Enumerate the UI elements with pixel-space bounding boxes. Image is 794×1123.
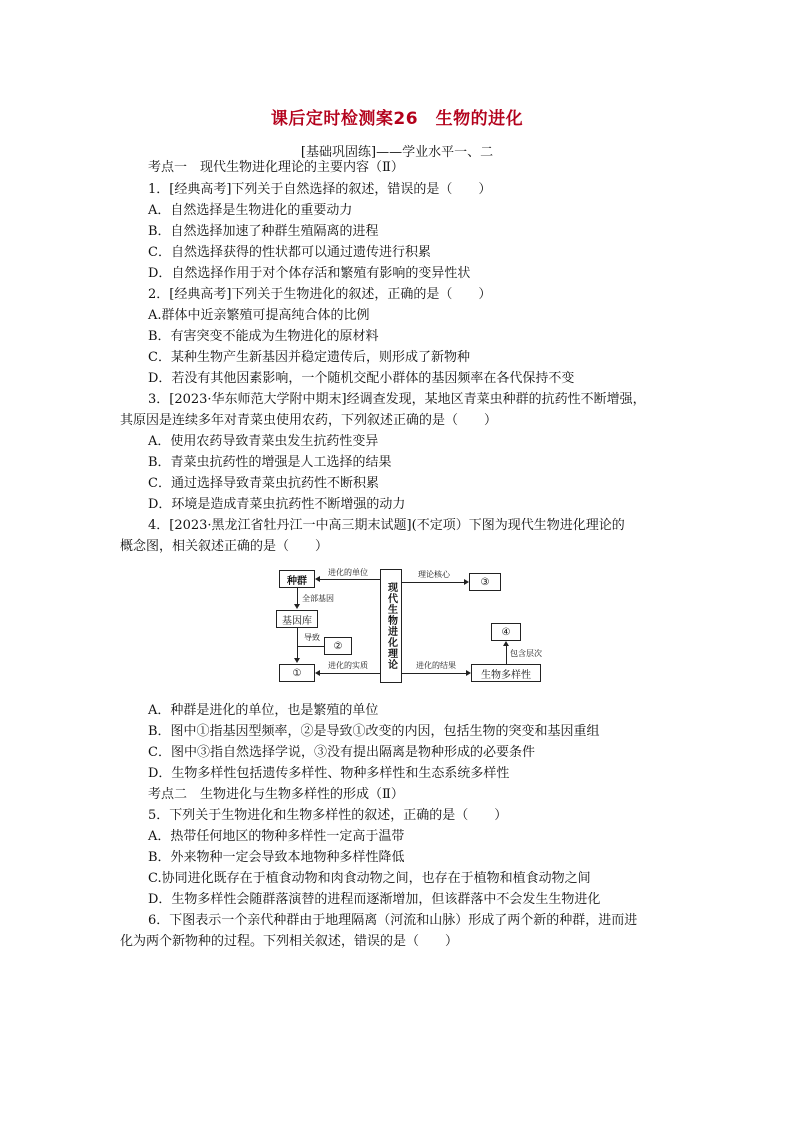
question-4-stem-line2: 概念图，相关叙述正确的是（ ） xyxy=(120,539,329,554)
label-evolution-essence: 进化的实质 xyxy=(328,661,368,670)
topic-one-heading: 考点一 现代生物进化理论的主要内容（Ⅱ） xyxy=(148,160,404,175)
question-2-option-c: C．某种生物产生新基因并稳定遗传后，则形成了新物种 xyxy=(148,350,470,365)
unit-arrow xyxy=(315,576,320,582)
question-3-option-b: B．青菜虫抗药性的增强是人工选择的结果 xyxy=(148,455,392,470)
question-5-option-a: A．热带任何地区的物种多样性一定高于温带 xyxy=(148,829,405,844)
question-2-option-d: D．若没有其他因素影响，一个随机交配小群体的基因频率在各代保持不变 xyxy=(148,371,575,386)
biodiversity-box: 生物多样性 xyxy=(471,664,541,682)
essence-arrow xyxy=(315,670,320,676)
question-2-stem: 2．[经典高考]下列关于生物进化的叙述，正确的是（ ） xyxy=(148,287,492,302)
circle-2-box: ② xyxy=(324,637,352,655)
circle-3-box: ③ xyxy=(469,573,501,591)
levels-arrow xyxy=(503,641,509,646)
question-4-option-c: C．图中③指自然选择学说，③没有提出隔离是物种形成的必要条件 xyxy=(148,745,535,760)
question-3-option-d: D．环境是造成青菜虫抗药性不断增强的动力 xyxy=(148,497,406,512)
result-connector xyxy=(402,673,466,674)
all-genes-arrow xyxy=(294,604,300,609)
question-4-stem-line1: 4．[2023·黑龙江省牡丹江一中高三期末试题](不定项）下图为现代生物进化理论的 xyxy=(148,518,625,533)
question-5-stem: 5．下列关于生物进化和生物多样性的叙述，正确的是（ ） xyxy=(148,808,508,823)
result-arrow xyxy=(466,670,471,676)
label-evolution-result: 进化的结果 xyxy=(416,661,456,670)
question-6-stem-line2: 化为两个新物种的过程。下列相关叙述，错误的是（ ） xyxy=(120,934,459,949)
question-4-option-a: A．种群是进化的单位，也是繁殖的单位 xyxy=(148,703,379,718)
core-connector xyxy=(402,582,464,583)
question-6-stem-line1: 6．下图表示一个亲代种群由于地理隔离（河流和山脉）形成了两个新的种群，进而进 xyxy=(148,913,638,928)
core-arrow xyxy=(464,579,469,585)
question-5-option-c: C.协同进化既存在于植食动物和肉食动物之间，也存在于植物和植食动物之间 xyxy=(148,871,591,886)
circle-4-box: ④ xyxy=(491,623,521,641)
question-2-option-a: A.群体中近亲繁殖可提高纯合体的比例 xyxy=(148,308,370,323)
question-5-option-d: D．生物多样性会随群落演替的进程而逐渐增加，但该群落中不会发生生物进化 xyxy=(148,892,601,907)
document-title: 课后定时检测案26 生物的进化 xyxy=(270,109,524,129)
modern-evolution-theory-box: 现代生物进化理论 xyxy=(380,569,402,683)
question-5-option-b: B．外来物种一定会导致本地物种多样性降低 xyxy=(148,850,405,865)
question-1-option-d: D．自然选择作用于对个体存活和繁殖有影响的变异性状 xyxy=(148,266,471,281)
label-all-genes: 全部基因 xyxy=(302,594,334,603)
question-3-option-a: A．使用农药导致青菜虫发生抗药性变异 xyxy=(148,434,379,449)
gene-pool-arrow xyxy=(294,658,300,663)
evolution-concept-diagram xyxy=(276,567,541,687)
label-theory-core: 理论核心 xyxy=(418,570,450,579)
question-1-option-c: C．自然选择获得的性状都可以通过遗传进行积累 xyxy=(148,245,431,260)
question-4-option-b: B．图中①指基因型频率，②是导致①改变的内因，包括生物的突变和基因重组 xyxy=(148,724,600,739)
label-levels: 包含层次 xyxy=(510,649,542,658)
essence-connector xyxy=(320,673,380,674)
question-3-stem-line1: 3．[2023·华东师范大学附中期末]经调查发现，某地区青菜虫种群的抗药性不断增强， xyxy=(148,392,646,407)
question-1-stem: 1．[经典高考]下列关于自然选择的叙述，错误的是（ ） xyxy=(148,182,492,197)
population-box: 种群 xyxy=(279,570,315,588)
label-cause: 导致 xyxy=(304,633,320,642)
question-4-option-d: D．生物多样性包括遗传多样性、物种多样性和生态系统多样性 xyxy=(148,766,510,781)
question-3-option-c: C．通过选择导致青菜虫抗药性不断积累 xyxy=(148,476,379,491)
topic-two-heading: 考点二 生物进化与生物多样性的形成（Ⅱ） xyxy=(148,787,404,802)
question-1-option-b: B．自然选择加速了种群生殖隔离的进程 xyxy=(148,224,379,239)
section-subtitle: [基础巩固练]——学业水平一、二 xyxy=(300,145,494,160)
levels-connector xyxy=(506,646,507,664)
all-genes-connector xyxy=(297,588,298,605)
gene-pool-box: 基因库 xyxy=(276,610,318,628)
cause-connector xyxy=(297,646,324,647)
circle-1-box: ① xyxy=(279,664,315,682)
gene-pool-connector xyxy=(297,628,298,659)
label-evolution-unit: 进化的单位 xyxy=(328,568,368,577)
question-1-option-a: A．自然选择是生物进化的重要动力 xyxy=(148,203,353,218)
unit-connector xyxy=(320,579,380,580)
question-2-option-b: B．有害突变不能成为生物进化的原材料 xyxy=(148,329,379,344)
question-3-stem-line2: 其原因是连续多年对青菜虫使用农药，下列叙述正确的是（ ） xyxy=(120,413,498,428)
